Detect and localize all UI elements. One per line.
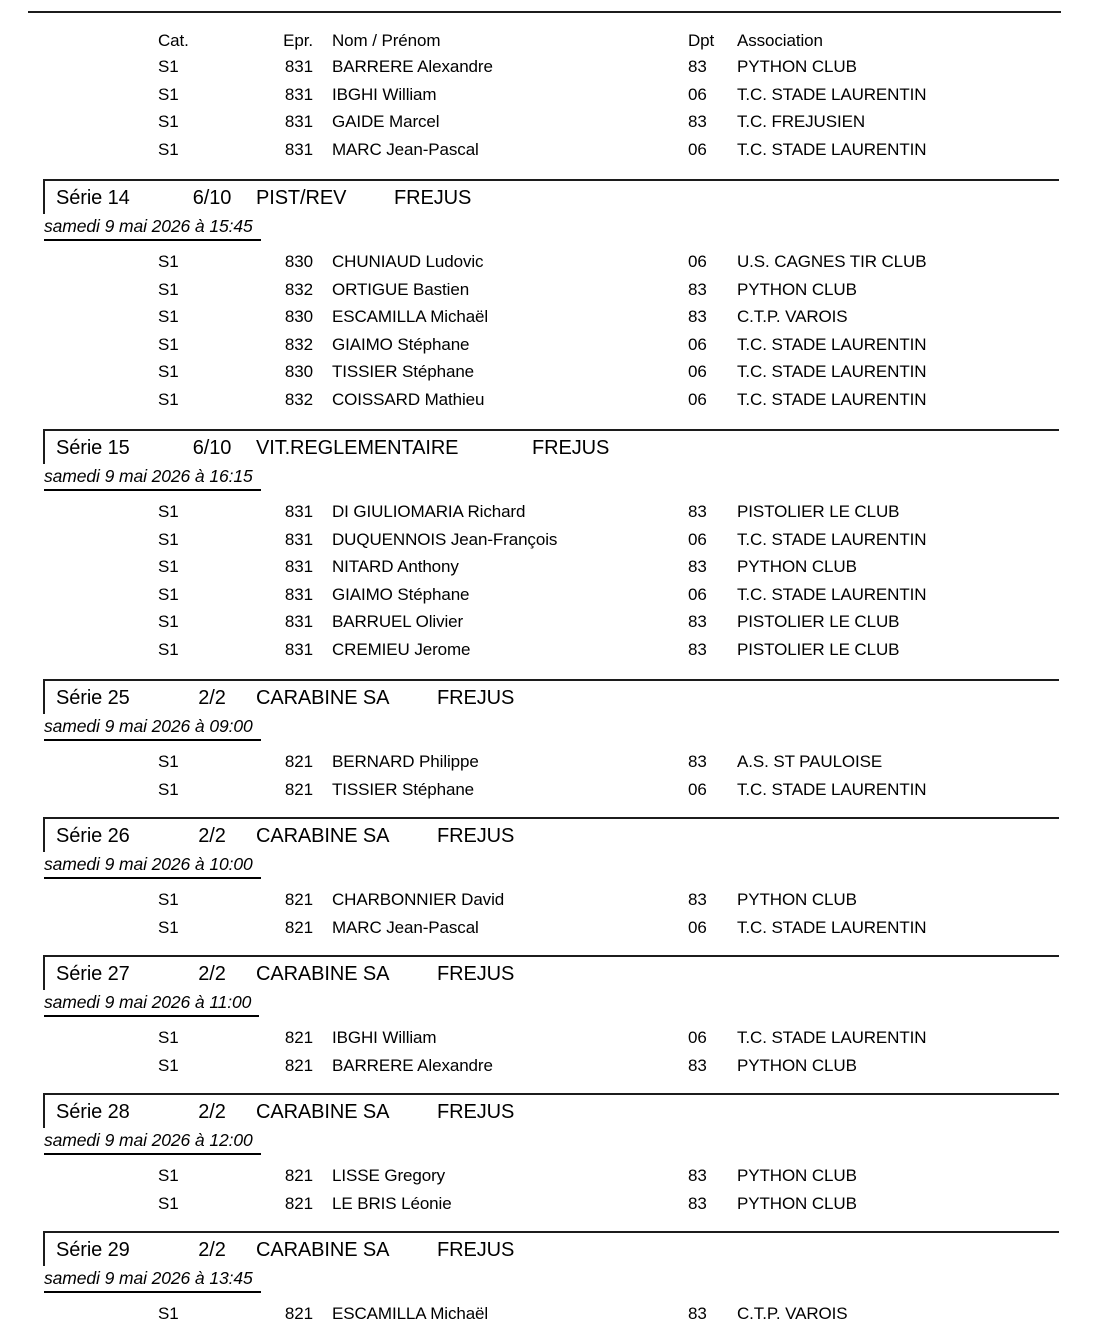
serie-section: [43, 679, 1059, 817]
shooter-name-cell: BARRERE Alexandre: [332, 1055, 493, 1075]
column-header-dpt: Dpt: [688, 31, 715, 50]
event-number-cell: 831: [284, 584, 313, 604]
category-cell: S1: [158, 529, 179, 549]
shooter-name-cell: NITARD Anthony: [332, 557, 459, 577]
shooter-name-cell: ESCAMILLA Michaël: [332, 307, 489, 327]
table-row: [43, 557, 1059, 585]
department-cell: 83: [688, 279, 707, 299]
department-cell: 06: [688, 362, 707, 382]
event-number-cell: 821: [284, 779, 313, 799]
serie-rows: [43, 502, 1059, 668]
event-number-cell: 830: [284, 307, 313, 327]
serie-datetime: samedi 9 mai 2026 à 11:00: [44, 992, 259, 1017]
category-cell: S1: [158, 557, 179, 577]
event-number-cell: 830: [284, 362, 313, 382]
department-cell: 83: [688, 612, 707, 632]
association-cell: T.C. STADE LAURENTIN: [737, 362, 927, 382]
shooter-name-cell: ESCAMILLA Michaël: [332, 1304, 489, 1323]
department-cell: 83: [688, 502, 707, 521]
association-cell: PYTHON CLUB: [737, 557, 857, 577]
category-cell: S1: [158, 752, 179, 771]
serie-section: [43, 1093, 1059, 1231]
table-row: [0, 57, 1100, 85]
table-row: [43, 252, 1059, 280]
serie-label: Série 25: [56, 687, 130, 709]
table-row: [43, 612, 1059, 640]
shooter-name-cell: DI GIULIOMARIA Richard: [332, 502, 526, 521]
event-number-cell: 832: [284, 334, 313, 354]
shooter-name-cell: GAIDE Marcel: [332, 112, 440, 132]
department-cell: 06: [688, 252, 707, 271]
association-cell: T.C. STADE LAURENTIN: [737, 389, 927, 409]
department-cell: 83: [688, 752, 707, 771]
category-cell: S1: [158, 139, 179, 159]
department-cell: 83: [688, 639, 707, 659]
table-row: [43, 918, 1059, 946]
association-cell: T.C. STADE LAURENTIN: [737, 529, 927, 549]
shooter-name-cell: BERNARD Philippe: [332, 752, 479, 771]
category-cell: S1: [158, 1028, 179, 1047]
serie-slots: 2/2: [198, 1101, 226, 1123]
department-cell: 83: [688, 307, 707, 327]
department-cell: 83: [688, 1055, 707, 1075]
serie-location: FREJUS: [437, 687, 515, 709]
table-row: [43, 1028, 1059, 1056]
association-cell: PYTHON CLUB: [737, 1193, 857, 1213]
serie-datetime: samedi 9 mai 2026 à 16:15: [44, 466, 261, 491]
shooter-name-cell: GIAIMO Stéphane: [332, 334, 470, 354]
department-cell: 83: [688, 1304, 707, 1323]
table-row: [43, 1304, 1059, 1332]
serie-label: Série 27: [56, 963, 130, 985]
table-row: [0, 112, 1100, 140]
serie-rows: [43, 1028, 1059, 1083]
shooter-name-cell: BARRERE Alexandre: [332, 57, 493, 76]
shooter-name-cell: CHUNIAUD Ludovic: [332, 252, 484, 271]
category-cell: S1: [158, 389, 179, 409]
category-cell: S1: [158, 502, 179, 521]
serie-rows: [43, 1166, 1059, 1221]
serie-label: Série 14: [56, 187, 130, 209]
top-rule: [28, 11, 1061, 13]
category-cell: S1: [158, 612, 179, 632]
serie-slots: 2/2: [198, 825, 226, 847]
event-number-cell: 821: [284, 1304, 313, 1323]
association-cell: T.C. STADE LAURENTIN: [737, 779, 927, 799]
table-row: [43, 362, 1059, 390]
table-row: [43, 307, 1059, 335]
serie-datetime: samedi 9 mai 2026 à 15:45: [44, 216, 261, 241]
department-cell: 83: [688, 557, 707, 577]
event-number-cell: 821: [284, 890, 313, 909]
table-row: [0, 85, 1100, 113]
table-row: [43, 1056, 1059, 1084]
category-cell: S1: [158, 890, 179, 909]
serie-rows: [43, 890, 1059, 945]
association-cell: T.C. FREJUSIEN: [737, 112, 866, 132]
association-cell: T.C. STADE LAURENTIN: [737, 917, 927, 937]
serie-rows: [43, 752, 1059, 807]
serie-slots: 2/2: [198, 687, 226, 709]
category-cell: S1: [158, 362, 179, 382]
serie-discipline: CARABINE SA: [256, 687, 390, 709]
category-cell: S1: [158, 779, 179, 799]
event-number-cell: 821: [284, 1055, 313, 1075]
department-cell: 06: [688, 84, 707, 104]
serie-rows: [43, 1304, 1059, 1332]
serie-section: [43, 955, 1059, 1093]
serie-location: FREJUS: [437, 1101, 515, 1123]
table-row: [0, 140, 1100, 168]
category-cell: S1: [158, 1166, 179, 1185]
serie-location: FREJUS: [437, 825, 515, 847]
serie-discipline: VIT.REGLEMENTAIRE: [256, 437, 459, 459]
shooter-name-cell: MARC Jean-Pascal: [332, 139, 479, 159]
association-cell: A.S. ST PAULOISE: [737, 752, 883, 771]
shooter-name-cell: TISSIER Stéphane: [332, 779, 475, 799]
category-cell: S1: [158, 1193, 179, 1213]
serie-section: [43, 179, 1059, 429]
event-number-cell: 832: [284, 389, 313, 409]
event-number-cell: 831: [284, 612, 313, 632]
table-row: [43, 390, 1059, 418]
serie-slots: 2/2: [198, 963, 226, 985]
table-row: [43, 502, 1059, 530]
department-cell: 06: [688, 1028, 707, 1047]
category-cell: S1: [158, 1055, 179, 1075]
association-cell: PYTHON CLUB: [737, 57, 857, 76]
table-row: [43, 335, 1059, 363]
serie-section: [43, 1231, 1059, 1332]
association-cell: T.C. STADE LAURENTIN: [737, 139, 927, 159]
association-cell: C.T.P. VAROIS: [737, 307, 848, 327]
column-header-epr: Epr.: [283, 31, 313, 50]
association-cell: T.C. STADE LAURENTIN: [737, 584, 927, 604]
association-cell: PYTHON CLUB: [737, 1055, 857, 1075]
event-number-cell: 830: [284, 252, 313, 271]
event-number-cell: 821: [284, 1166, 313, 1185]
table-row: [43, 1194, 1059, 1222]
association-cell: T.C. STADE LAURENTIN: [737, 334, 927, 354]
table-row: [43, 585, 1059, 613]
department-cell: 83: [688, 1166, 707, 1185]
shooter-name-cell: ORTIGUE Bastien: [332, 279, 470, 299]
department-cell: 06: [688, 389, 707, 409]
department-cell: 83: [688, 1193, 707, 1213]
association-cell: PYTHON CLUB: [737, 1166, 857, 1185]
shooter-name-cell: COISSARD Mathieu: [332, 389, 485, 409]
serie-discipline: CARABINE SA: [256, 963, 390, 985]
serie-datetime: samedi 9 mai 2026 à 10:00: [44, 854, 261, 879]
serie-datetime: samedi 9 mai 2026 à 09:00: [44, 716, 261, 741]
serie-location: FREJUS: [437, 1239, 515, 1261]
department-cell: 83: [688, 57, 707, 76]
department-cell: 83: [688, 112, 707, 132]
table-row: [43, 1166, 1059, 1194]
category-cell: S1: [158, 639, 179, 659]
table-row: [43, 890, 1059, 918]
serie-slots: 2/2: [198, 1239, 226, 1261]
category-cell: S1: [158, 1304, 179, 1323]
shooter-name-cell: LE BRIS Léonie: [332, 1193, 452, 1213]
association-cell: T.C. STADE LAURENTIN: [737, 1028, 927, 1047]
event-number-cell: 831: [284, 57, 313, 76]
event-number-cell: 831: [284, 84, 313, 104]
table-row: [43, 530, 1059, 558]
department-cell: 06: [688, 584, 707, 604]
association-cell: PISTOLIER LE CLUB: [737, 612, 900, 632]
continuation-rows: [0, 57, 1100, 167]
event-number-cell: 831: [284, 139, 313, 159]
association-cell: PYTHON CLUB: [737, 890, 857, 909]
serie-location: FREJUS: [437, 963, 515, 985]
association-cell: PISTOLIER LE CLUB: [737, 639, 900, 659]
shooter-name-cell: DUQUENNOIS Jean-François: [332, 529, 558, 549]
event-number-cell: 821: [284, 1028, 313, 1047]
serie-datetime: samedi 9 mai 2026 à 13:45: [44, 1268, 261, 1293]
table-row: [43, 280, 1059, 308]
shooter-name-cell: BARRUEL Olivier: [332, 612, 464, 632]
shooter-name-cell: CHARBONNIER David: [332, 890, 505, 909]
serie-datetime: samedi 9 mai 2026 à 12:00: [44, 1130, 261, 1155]
event-number-cell: 831: [284, 639, 313, 659]
serie-discipline: CARABINE SA: [256, 1239, 390, 1261]
association-cell: PISTOLIER LE CLUB: [737, 502, 900, 521]
event-number-cell: 831: [284, 502, 313, 521]
shooter-name-cell: CREMIEU Jerome: [332, 639, 471, 659]
serie-label: Série 15: [56, 437, 130, 459]
column-header-name: Nom / Prénom: [332, 31, 441, 50]
column-header-cat: Cat.: [158, 31, 189, 50]
serie-discipline: CARABINE SA: [256, 1101, 390, 1123]
serie-label: Série 29: [56, 1239, 130, 1261]
category-cell: S1: [158, 84, 179, 104]
shooter-name-cell: IBGHI William: [332, 84, 437, 104]
association-cell: PYTHON CLUB: [737, 279, 857, 299]
event-number-cell: 831: [284, 112, 313, 132]
serie-slots: 6/10: [192, 437, 232, 459]
department-cell: 06: [688, 779, 707, 799]
serie-section: [43, 817, 1059, 955]
category-cell: S1: [158, 57, 179, 76]
serie-section: [43, 429, 1059, 679]
shooter-name-cell: LISSE Gregory: [332, 1166, 446, 1185]
category-cell: S1: [158, 334, 179, 354]
table-row: [43, 752, 1059, 780]
table-column-header: [0, 31, 1100, 53]
category-cell: S1: [158, 112, 179, 132]
association-cell: U.S. CAGNES TIR CLUB: [737, 252, 927, 271]
table-row: [43, 640, 1059, 668]
serie-discipline: CARABINE SA: [256, 825, 390, 847]
category-cell: S1: [158, 917, 179, 937]
event-number-cell: 831: [284, 529, 313, 549]
column-header-association: Association: [737, 31, 823, 50]
serie-slots: 6/10: [192, 187, 232, 209]
serie-rows: [43, 252, 1059, 418]
event-number-cell: 821: [284, 1193, 313, 1213]
event-number-cell: 821: [284, 917, 313, 937]
category-cell: S1: [158, 252, 179, 271]
department-cell: 06: [688, 917, 707, 937]
association-cell: T.C. STADE LAURENTIN: [737, 84, 927, 104]
department-cell: 06: [688, 139, 707, 159]
shooter-name-cell: IBGHI William: [332, 1028, 437, 1047]
serie-label: Série 28: [56, 1101, 130, 1123]
shooter-name-cell: MARC Jean-Pascal: [332, 917, 479, 937]
serie-discipline: PIST/REV: [256, 187, 347, 209]
event-number-cell: 831: [284, 557, 313, 577]
serie-location: FREJUS: [394, 187, 472, 209]
shooter-name-cell: GIAIMO Stéphane: [332, 584, 470, 604]
serie-location: FREJUS: [532, 437, 610, 459]
department-cell: 06: [688, 334, 707, 354]
association-cell: C.T.P. VAROIS: [737, 1304, 848, 1323]
serie-label: Série 26: [56, 825, 130, 847]
table-row: [43, 780, 1059, 808]
event-number-cell: 832: [284, 279, 313, 299]
department-cell: 06: [688, 529, 707, 549]
category-cell: S1: [158, 307, 179, 327]
category-cell: S1: [158, 584, 179, 604]
department-cell: 83: [688, 890, 707, 909]
category-cell: S1: [158, 279, 179, 299]
shooter-name-cell: TISSIER Stéphane: [332, 362, 475, 382]
event-number-cell: 821: [284, 752, 313, 771]
